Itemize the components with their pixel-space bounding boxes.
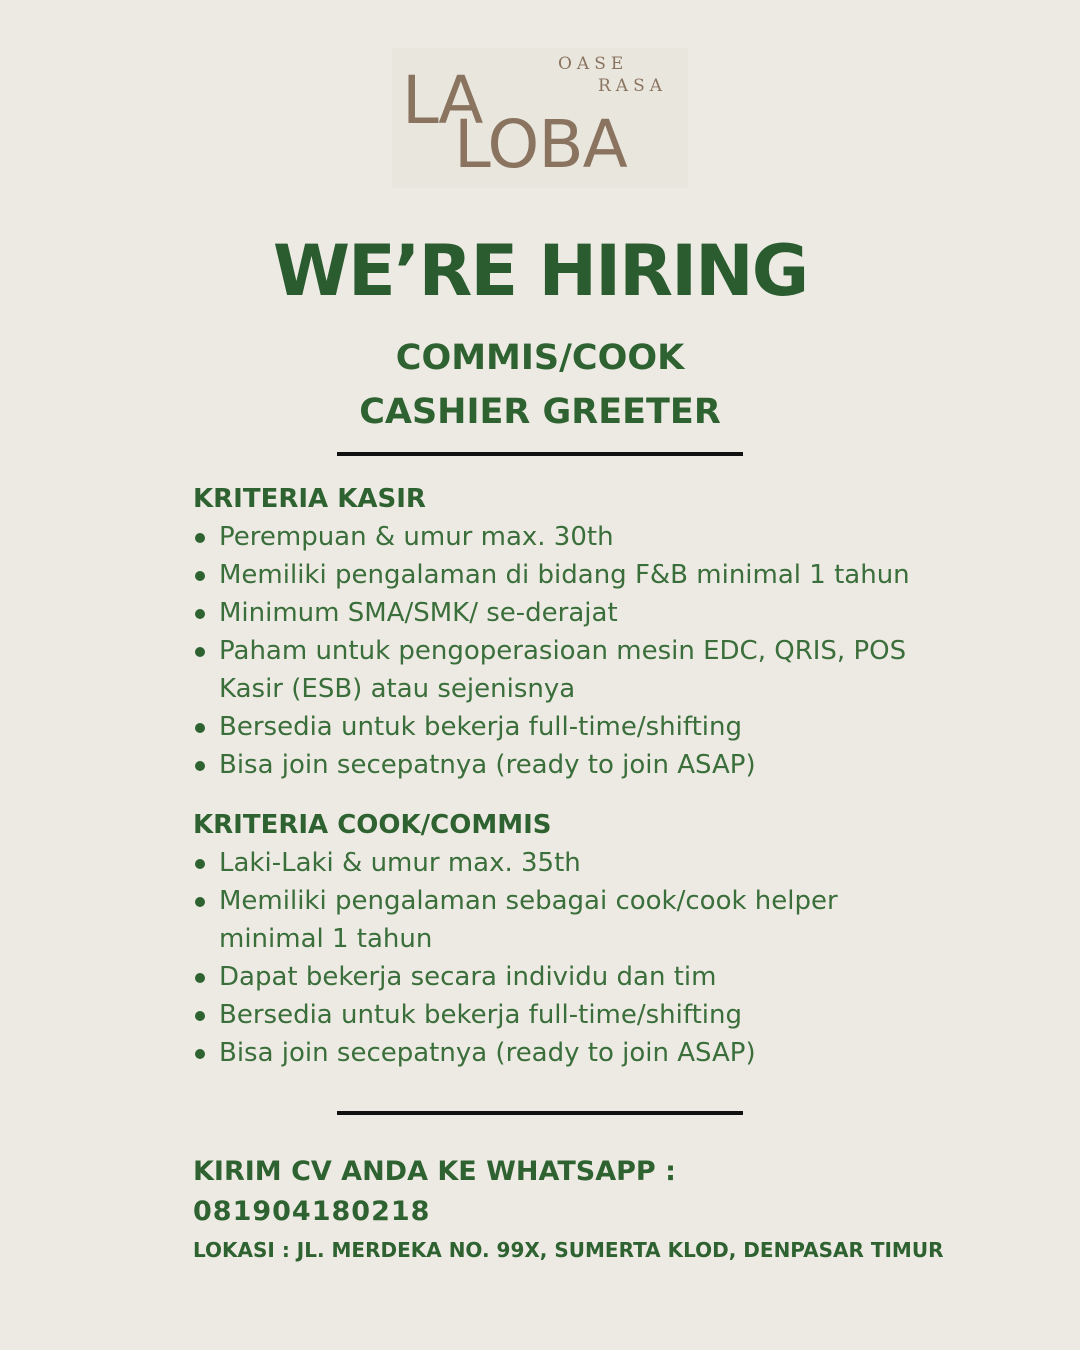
position-commis-cook: COMMIS/COOK	[395, 338, 685, 378]
list-item	[193, 882, 939, 958]
section-heading: KRITERIA KASIR	[193, 484, 426, 514]
list-item	[193, 1034, 939, 1072]
location-address: LOKASI : JL. MERDEKA NO. 99X, SUMERTA KLOD, DENPASAR TIMUR	[193, 1238, 944, 1262]
list-item	[193, 518, 939, 556]
list-item-text: Minimum SMA/SMK/ se-derajat	[219, 598, 618, 628]
list-item	[193, 594, 939, 632]
list-item	[193, 996, 939, 1034]
divider-bottom	[337, 1111, 743, 1115]
criteria-list	[193, 518, 993, 784]
position-cashier-greeter: CASHIER GREETER	[359, 392, 721, 432]
section-heading: KRITERIA COOK/COMMIS	[193, 810, 552, 840]
bullet-icon	[195, 533, 205, 543]
bullet-icon	[195, 859, 205, 869]
la-loba-logo	[392, 48, 688, 188]
list-item	[193, 708, 939, 746]
list-item-text: Bersedia untuk bekerja full-time/shifting	[219, 712, 742, 742]
list-item	[193, 958, 939, 996]
list-item	[193, 746, 939, 784]
bullet-icon	[195, 571, 205, 581]
bullet-icon	[195, 1049, 205, 1059]
bullet-icon	[195, 647, 205, 657]
logo-tagline-rasa: RASA	[598, 76, 667, 96]
page-title: WE’RE HIRING	[272, 230, 808, 312]
bullet-icon	[195, 973, 205, 983]
bullet-icon	[195, 609, 205, 619]
logo-word-la: LA	[402, 62, 482, 139]
contact-instruction: KIRIM CV ANDA KE WHATSAPP :	[193, 1156, 676, 1187]
list-item-text: Bersedia untuk bekerja full-time/shifting	[219, 1000, 742, 1030]
bullet-icon	[195, 897, 205, 907]
bullet-icon	[195, 723, 205, 733]
criteria-list	[193, 844, 993, 1072]
list-item-text: Dapat bekerja secara individu dan tim	[219, 962, 717, 992]
whatsapp-number: 081904180218	[193, 1196, 431, 1227]
list-item-text: Memiliki pengalaman di bidang F&B minimal 1 tahun	[219, 560, 910, 590]
list-item-text: Laki-Laki & umur max. 35th	[219, 848, 581, 878]
list-item-text: Bisa join secepatnya (ready to join ASAP)	[219, 750, 756, 780]
list-item	[193, 556, 939, 594]
list-item-text: Perempuan & umur max. 30th	[219, 522, 614, 552]
logo-word-loba: LOBA	[454, 106, 627, 183]
bullet-icon	[195, 1011, 205, 1021]
section-kriteria-kasir	[193, 480, 993, 784]
bullet-icon	[195, 761, 205, 771]
divider-top	[337, 452, 743, 456]
section-kriteria-cook-commis	[193, 806, 993, 1072]
list-item-text: Paham untuk pengoperasioan mesin EDC, QRIS, POS Kasir (ESB) atau sejenisnya	[219, 636, 907, 704]
list-item	[193, 632, 939, 708]
list-item-text: Memiliki pengalaman sebagai cook/cook helper minimal 1 tahun	[219, 886, 838, 954]
list-item	[193, 844, 939, 882]
logo-tagline-oase: OASE	[558, 54, 629, 74]
list-item-text: Bisa join secepatnya (ready to join ASAP)	[219, 1038, 756, 1068]
